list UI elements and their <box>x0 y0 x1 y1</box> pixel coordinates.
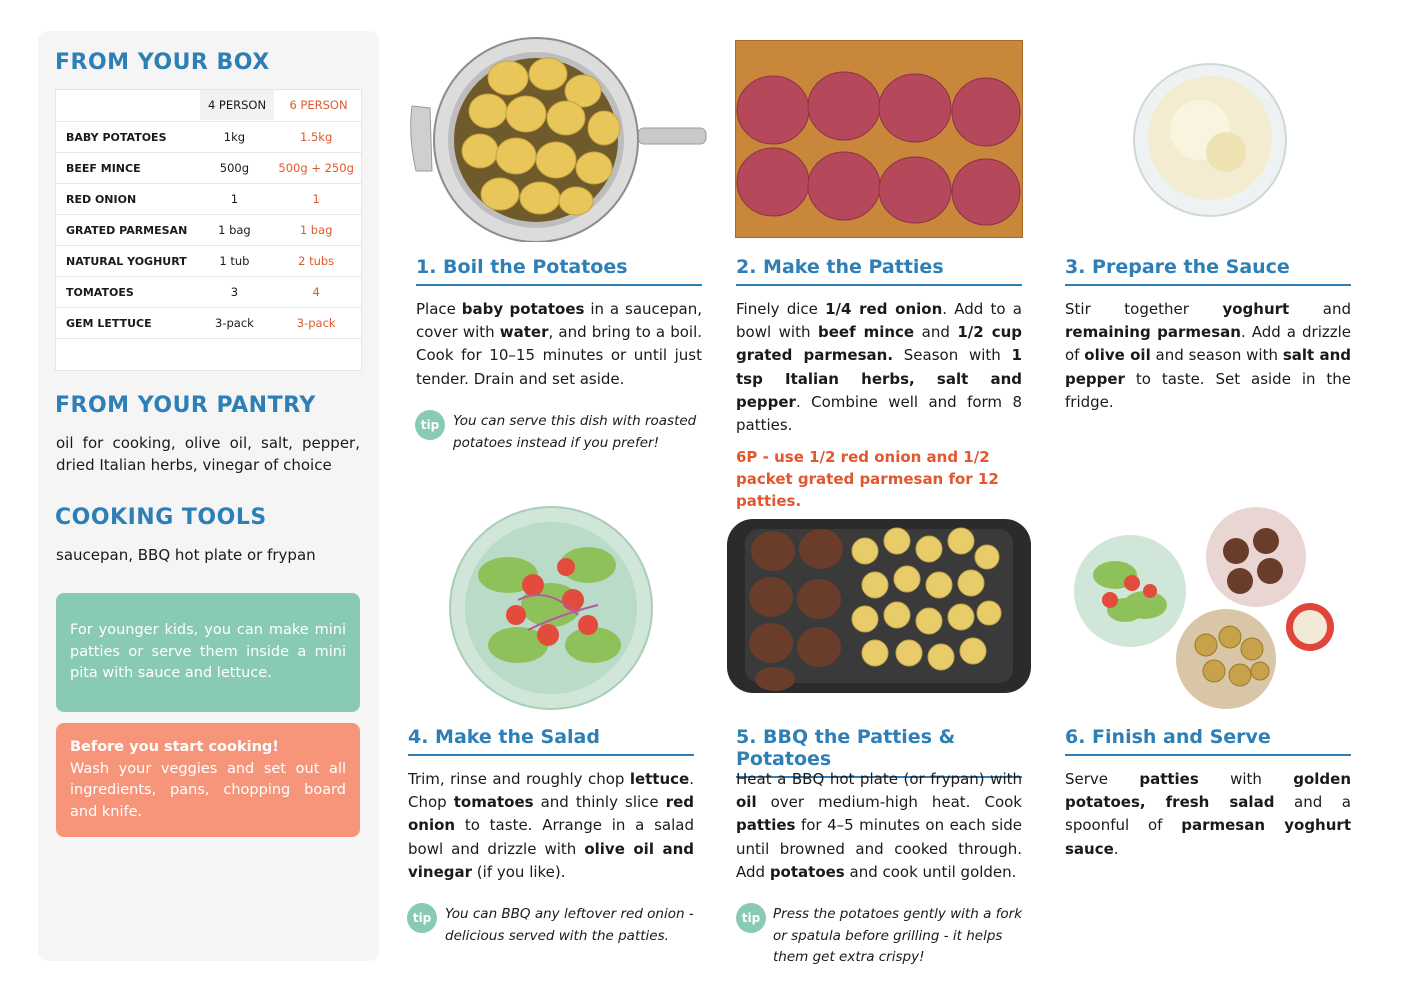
table-row <box>56 245 361 276</box>
step-1-tip: You can serve this dish with roasted potatoes instead if you prefer! <box>453 413 697 451</box>
ingredients-table <box>55 89 362 371</box>
ingredient-name: RED ONION <box>66 192 137 206</box>
step-4-title: 4. Make the Salad <box>408 726 694 756</box>
qty-6-person: 3-pack <box>296 316 336 330</box>
before-cooking-text: Wash your veggies and set out all ingredients, pans, chopping board and knife. <box>70 760 346 820</box>
tip-icon: tip <box>736 903 766 933</box>
step-4-tip: You can BBQ any leftover red onion - delicious served with the patties. <box>445 906 694 944</box>
six-person-note: 6P - use 1/2 red onion and 1/2 packet grated parmesan for 12 patties. <box>736 448 999 510</box>
qty-6-person: 1 bag <box>299 223 333 237</box>
ingredient-name: GRATED PARMESAN <box>66 223 188 237</box>
from-box-title: FROM YOUR BOX <box>55 50 270 75</box>
step-6-text: Serve patties with golden potatoes, fresh salad and a spoonful of parmesan yoghurt sauce. <box>1065 770 1352 858</box>
step-2-title: 2. Make the Patties <box>736 256 1022 286</box>
ingredient-name: GEM LETTUCE <box>66 316 152 330</box>
step-6-title: 6. Finish and Serve <box>1065 726 1351 756</box>
ingredient-name: BEEF MINCE <box>66 161 141 175</box>
tip-icon: tip <box>407 903 437 933</box>
qty-6-person: 500g + 250g <box>278 161 354 175</box>
yoghurt-sauce-image <box>1130 60 1290 220</box>
tip-icon: tip <box>415 410 445 440</box>
qty-4-person: 1 tub <box>219 254 250 268</box>
kids-tip-text: For younger kids, you can make mini patties or serve them inside a mini pita with sauce and lettuce. <box>70 622 346 682</box>
qty-4-person: 3 <box>230 285 239 299</box>
qty-4-person: 3-pack <box>215 316 254 330</box>
before-cooking-title: Before you start cooking! <box>70 739 279 755</box>
ingredient-name: BABY POTATOES <box>66 130 167 144</box>
step-3-text: Stir together yoghurt and remaining parmesan. Add a drizzle of olive oil and season with salt and pepper to taste. Set aside in the fridge. <box>1065 300 1351 411</box>
kids-tip-box <box>56 593 360 712</box>
qty-4-person: 1 bag <box>218 223 251 237</box>
table-row <box>56 152 361 183</box>
potatoes-in-saucepan-image <box>408 36 708 242</box>
raw-patties-image <box>735 40 1023 238</box>
table-row <box>56 183 361 214</box>
step-5-tip: Press the potatoes gently with a fork or spatula before grilling - it helps them get extra crispy! <box>773 906 1023 965</box>
table-row <box>56 121 361 152</box>
ingredient-name: NATURAL YOGHURT <box>66 254 187 268</box>
step-1-title: 1. Boil the Potatoes <box>416 256 702 286</box>
step-4-text: Trim, rinse and roughly chop lettuce. Chop tomatoes and thinly slice red onion to taste. Arrange in a salad bowl and drizzle with olive oil and vinegar (if you like). <box>408 770 694 881</box>
qty-4-person: 1 <box>230 192 239 206</box>
salad-image <box>448 505 654 711</box>
table-row <box>56 307 361 338</box>
qty-6-person: 4 <box>312 285 320 299</box>
table-row-empty <box>56 338 361 371</box>
cooking-tools-title: COOKING TOOLS <box>55 505 267 530</box>
step-5-title: 5. BBQ the Patties & Potatoes <box>736 726 1022 778</box>
step-2-text: Finely dice 1/4 red onion. Add to a bowl with beef mince and 1/2 cup grated parmesan. Season with 1 tsp Italian herbs, salt and pepper. Combine well and form 8 patties. <box>736 300 1023 435</box>
qty-4-person: 500g <box>219 161 250 175</box>
ingredient-name: TOMATOES <box>66 285 134 299</box>
step-3-title: 3. Prepare the Sauce <box>1065 256 1351 286</box>
from-pantry-title: FROM YOUR PANTRY <box>55 393 316 418</box>
bbq-hot-plate-image <box>725 517 1033 695</box>
header-6-person: 6 PERSON <box>289 98 348 112</box>
qty-6-person: 1 <box>312 192 320 206</box>
step-1-text: Place baby potatoes in a saucepan, cover with water, and bring to a boil. Cook for 10–15 minutes or until just tender. Drain and set aside. <box>416 300 703 388</box>
served-meal-image <box>1070 505 1342 713</box>
step-5-text: Heat a BBQ hot plate (or frypan) with oil over medium-high heat. Cook patties for 4–5 minutes on each side until browned and cooked through. Add potatoes and cook until golden. <box>736 770 1022 881</box>
before-cooking-box <box>56 723 360 837</box>
table-row <box>56 214 361 245</box>
qty-4-person: 1kg <box>223 130 246 144</box>
pantry-text: oil for cooking, olive oil, salt, pepper, dried Italian herbs, vinegar of choice <box>56 434 360 474</box>
header-4-person: 4 PERSON <box>200 90 274 120</box>
cooking-tools-text: saucepan, BBQ hot plate or frypan <box>56 546 316 564</box>
qty-6-person: 1.5kg <box>300 130 333 144</box>
table-row <box>56 276 361 307</box>
qty-6-person: 2 tubs <box>298 254 335 268</box>
